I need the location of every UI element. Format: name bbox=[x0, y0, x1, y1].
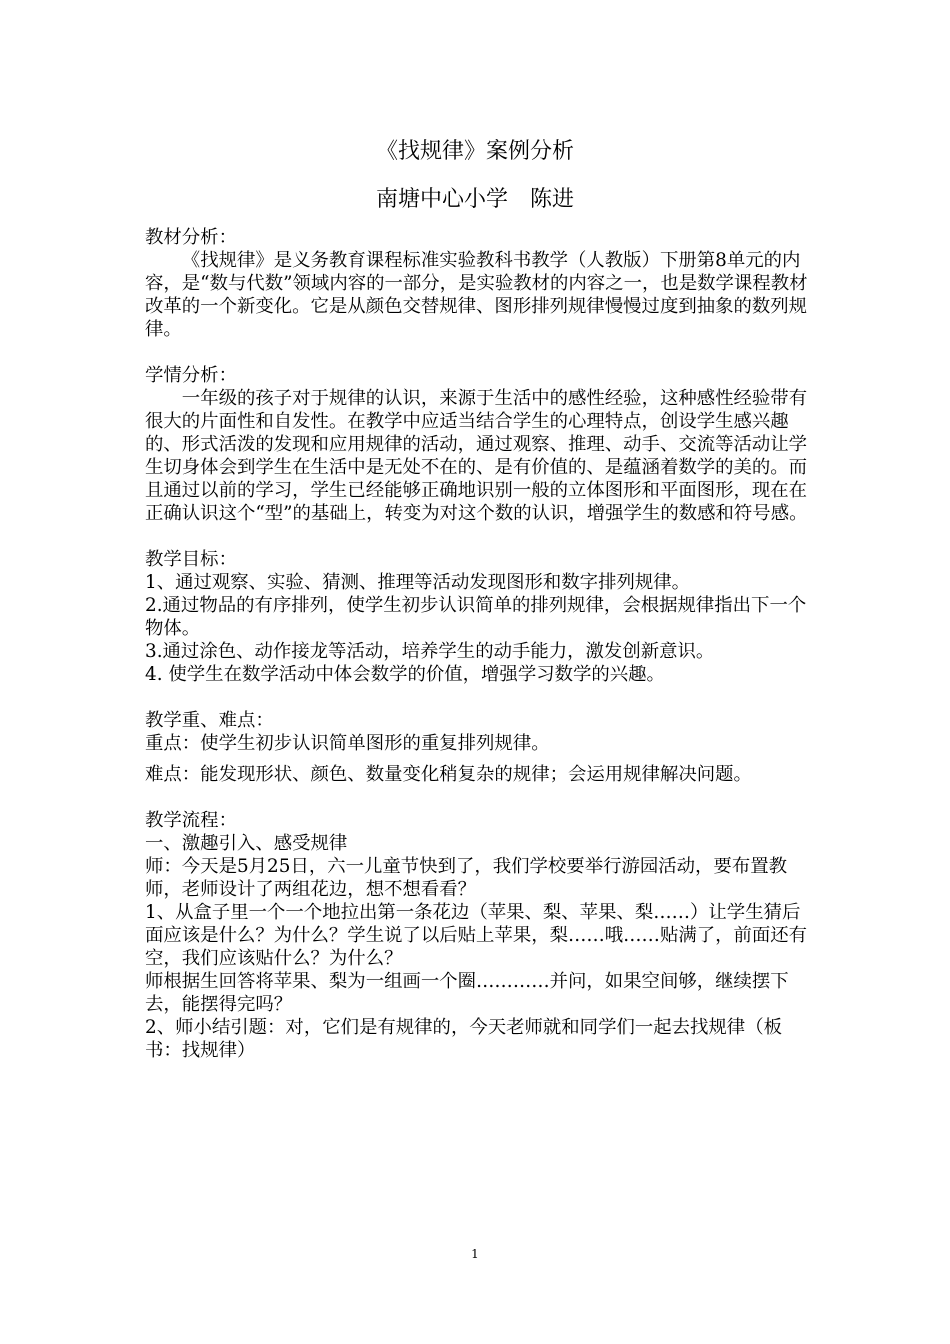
process-line: 1、从盒子里一个一个地拉出第一条花边（苹果、梨、苹果、梨……）让学生猜后面应该是什么？为什么？学生说了以后贴上苹果，梨……哦……贴满了，前面还有空，我们应该贴什么？为什么？ bbox=[145, 902, 808, 969]
goal-item: 3.通过涂色、动作接龙等活动，培养学生的动手能力，激发创新意识。 bbox=[145, 641, 715, 662]
goal-item: 2.通过物品的有序排列，使学生初步认识简单的排列规律，会根据规律指出下一个物体。 bbox=[145, 595, 807, 639]
process-line: 2、师小结引题：对，它们是有规律的，今天老师就和同学们一起去找规律（板书：找规律） bbox=[145, 1017, 782, 1061]
material-paragraph: 《找规律》是义务教育课程标准实验教科书教学（人教版）下册第8单元的内容，是“数与代数”领域内容的一部分，是实验教材的内容之一，也是数学课程教材改革的一个新变化。它是从颜色交替规律、图形排列规律慢慢过度到抽象的数列规律。 bbox=[145, 250, 808, 340]
difficult-point: 难点：能发现形状、颜色、数量变化稍复杂的规律；会运用规律解决问题。 bbox=[145, 764, 752, 785]
section-heading-goals: 教学目标： bbox=[145, 549, 237, 570]
process-line: 一、激趣引入、感受规律 bbox=[145, 833, 348, 854]
goal-item: 4. 使学生在数学活动中体会数学的价值，增强学习数学的兴趣。 bbox=[145, 664, 665, 685]
section-heading-material: 教材分析： bbox=[145, 227, 237, 248]
process-line: 师：今天是5月25日，六一儿童节快到了，我们学校要举行游园活动，要布置教师，老师设计了两组花边，想不想看看？ bbox=[145, 856, 787, 900]
document-body bbox=[145, 226, 813, 1062]
document-title: 《找规律》案例分析 bbox=[375, 139, 574, 164]
author-line: 南塘中心小学 陈进 bbox=[375, 187, 574, 212]
process-line: 师根据生回答将苹果、梨为一组画一个圈…………并问，如果空间够，继续摆下去，能摆得完吗？ bbox=[145, 971, 789, 1015]
section-heading-keypoints: 教学重、难点： bbox=[145, 710, 274, 731]
section-heading-students: 学情分析： bbox=[145, 365, 237, 386]
goal-item: 1、通过观察、实验、猜测、推理等活动发现图形和数字排列规律。 bbox=[145, 572, 691, 593]
key-point: 重点：使学生初步认识简单图形的重复排列规律。 bbox=[145, 733, 550, 754]
page-number: 1 bbox=[471, 1247, 479, 1261]
section-heading-process: 教学流程： bbox=[145, 810, 237, 831]
students-paragraph: 一年级的孩子对于规律的认识，来源于生活中的感性经验，这种感性经验带有很大的片面性和自发性。在教学中应适当结合学生的心理特点，创设学生感兴趣的、形式活泼的发现和应用规律的活动，通过观察、推理、动手、交流等活动让学生切身体会到学生在生活中是无处不在的、是有价值的、是蕴涵着数学的美的。而且通过以前的学习，学生已经能够正确地识别一般的立体图形和平面图形，现在在正确认识这个“型”的基础上，转变为对这个数的认识，增强学生的数感和符号感。 bbox=[145, 388, 808, 524]
